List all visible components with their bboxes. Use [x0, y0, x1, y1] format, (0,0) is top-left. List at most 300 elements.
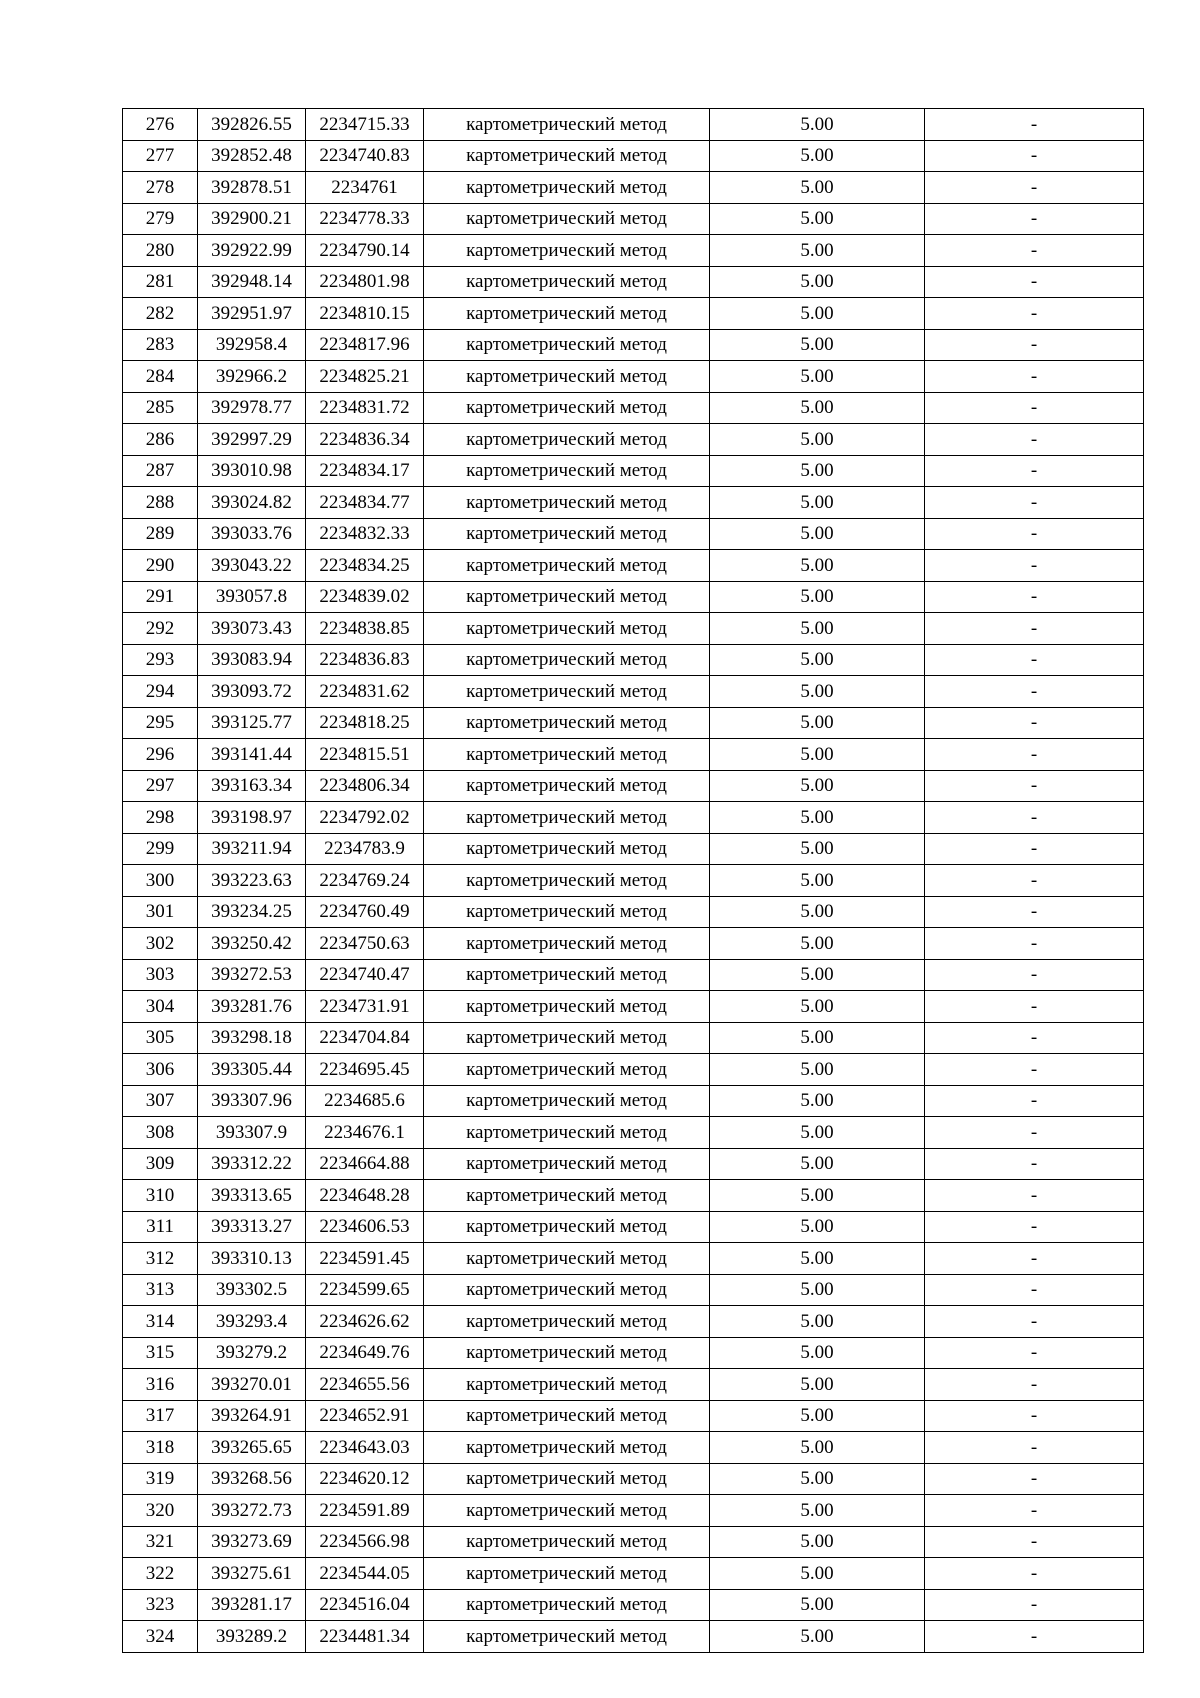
precision-cell: 5.00: [710, 1274, 925, 1306]
point-number-cell: 280: [123, 235, 198, 267]
precision-cell: 5.00: [710, 203, 925, 235]
point-number-cell: 316: [123, 1369, 198, 1401]
x-coordinate-cell: 393310.13: [198, 1243, 306, 1275]
table-row: [123, 1211, 1144, 1243]
y-coordinate-cell: 2234676.1: [306, 1117, 424, 1149]
point-number-cell: 319: [123, 1463, 198, 1495]
table-row: [123, 1558, 1144, 1590]
precision-cell: 5.00: [710, 298, 925, 330]
table-row: [123, 613, 1144, 645]
point-number-cell: 317: [123, 1400, 198, 1432]
description-cell: -: [925, 203, 1144, 235]
y-coordinate-cell: 2234818.25: [306, 707, 424, 739]
precision-cell: 5.00: [710, 266, 925, 298]
precision-cell: 5.00: [710, 928, 925, 960]
y-coordinate-cell: 2234810.15: [306, 298, 424, 330]
precision-cell: 5.00: [710, 833, 925, 865]
y-coordinate-cell: 2234655.56: [306, 1369, 424, 1401]
method-cell: картометрический метод: [424, 235, 710, 267]
description-cell: -: [925, 802, 1144, 834]
point-number-cell: 287: [123, 455, 198, 487]
point-number-cell: 307: [123, 1085, 198, 1117]
table-row: [123, 329, 1144, 361]
method-cell: картометрический метод: [424, 1526, 710, 1558]
description-cell: -: [925, 140, 1144, 172]
x-coordinate-cell: 393163.34: [198, 770, 306, 802]
method-cell: картометрический метод: [424, 1306, 710, 1338]
description-cell: -: [925, 361, 1144, 393]
method-cell: картометрический метод: [424, 1558, 710, 1590]
y-coordinate-cell: 2234731.91: [306, 991, 424, 1023]
point-number-cell: 292: [123, 613, 198, 645]
y-coordinate-cell: 2234599.65: [306, 1274, 424, 1306]
method-cell: картометрический метод: [424, 392, 710, 424]
description-cell: -: [925, 455, 1144, 487]
x-coordinate-cell: 393298.18: [198, 1022, 306, 1054]
y-coordinate-cell: 2234769.24: [306, 865, 424, 897]
precision-cell: 5.00: [710, 707, 925, 739]
method-cell: картометрический метод: [424, 802, 710, 834]
method-cell: картометрический метод: [424, 424, 710, 456]
precision-cell: 5.00: [710, 392, 925, 424]
table-row: [123, 1589, 1144, 1621]
method-cell: картометрический метод: [424, 518, 710, 550]
x-coordinate-cell: 392852.48: [198, 140, 306, 172]
y-coordinate-cell: 2234606.53: [306, 1211, 424, 1243]
table-row: [123, 235, 1144, 267]
point-number-cell: 293: [123, 644, 198, 676]
table-row: [123, 1621, 1144, 1653]
description-cell: -: [925, 1274, 1144, 1306]
method-cell: картометрический метод: [424, 928, 710, 960]
precision-cell: 5.00: [710, 1621, 925, 1653]
y-coordinate-cell: 2234760.49: [306, 896, 424, 928]
x-coordinate-cell: 393234.25: [198, 896, 306, 928]
precision-cell: 5.00: [710, 1180, 925, 1212]
point-number-cell: 324: [123, 1621, 198, 1653]
table-row: [123, 172, 1144, 204]
y-coordinate-cell: 2234832.33: [306, 518, 424, 550]
x-coordinate-cell: 393312.22: [198, 1148, 306, 1180]
point-number-cell: 291: [123, 581, 198, 613]
method-cell: картометрический метод: [424, 1180, 710, 1212]
point-number-cell: 320: [123, 1495, 198, 1527]
description-cell: -: [925, 1054, 1144, 1086]
y-coordinate-cell: 2234544.05: [306, 1558, 424, 1590]
x-coordinate-cell: 392826.55: [198, 109, 306, 141]
method-cell: картометрический метод: [424, 865, 710, 897]
method-cell: картометрический метод: [424, 550, 710, 582]
description-cell: -: [925, 865, 1144, 897]
point-number-cell: 285: [123, 392, 198, 424]
table-row: [123, 1463, 1144, 1495]
method-cell: картометрический метод: [424, 676, 710, 708]
point-number-cell: 299: [123, 833, 198, 865]
description-cell: -: [925, 1211, 1144, 1243]
table-row: [123, 959, 1144, 991]
point-number-cell: 310: [123, 1180, 198, 1212]
point-number-cell: 282: [123, 298, 198, 330]
method-cell: картометрический метод: [424, 1243, 710, 1275]
method-cell: картометрический метод: [424, 1148, 710, 1180]
table-row: [123, 487, 1144, 519]
point-number-cell: 322: [123, 1558, 198, 1590]
table-row: [123, 1022, 1144, 1054]
x-coordinate-cell: 392951.97: [198, 298, 306, 330]
description-cell: -: [925, 1306, 1144, 1338]
precision-cell: 5.00: [710, 1337, 925, 1369]
x-coordinate-cell: 393250.42: [198, 928, 306, 960]
description-cell: -: [925, 959, 1144, 991]
y-coordinate-cell: 2234591.45: [306, 1243, 424, 1275]
description-cell: -: [925, 1085, 1144, 1117]
precision-cell: 5.00: [710, 959, 925, 991]
description-cell: -: [925, 1369, 1144, 1401]
point-number-cell: 297: [123, 770, 198, 802]
point-number-cell: 305: [123, 1022, 198, 1054]
y-coordinate-cell: 2234664.88: [306, 1148, 424, 1180]
method-cell: картометрический метод: [424, 361, 710, 393]
description-cell: -: [925, 613, 1144, 645]
precision-cell: 5.00: [710, 1243, 925, 1275]
precision-cell: 5.00: [710, 1085, 925, 1117]
y-coordinate-cell: 2234783.9: [306, 833, 424, 865]
precision-cell: 5.00: [710, 1463, 925, 1495]
point-number-cell: 290: [123, 550, 198, 582]
description-cell: -: [925, 266, 1144, 298]
point-number-cell: 288: [123, 487, 198, 519]
table-row: [123, 865, 1144, 897]
x-coordinate-cell: 393073.43: [198, 613, 306, 645]
precision-cell: 5.00: [710, 676, 925, 708]
y-coordinate-cell: 2234652.91: [306, 1400, 424, 1432]
method-cell: картометрический метод: [424, 203, 710, 235]
method-cell: картометрический метод: [424, 1369, 710, 1401]
description-cell: -: [925, 928, 1144, 960]
description-cell: -: [925, 707, 1144, 739]
precision-cell: 5.00: [710, 518, 925, 550]
description-cell: -: [925, 581, 1144, 613]
precision-cell: 5.00: [710, 1495, 925, 1527]
method-cell: картометрический метод: [424, 487, 710, 519]
table-row: [123, 1306, 1144, 1338]
y-coordinate-cell: 2234834.77: [306, 487, 424, 519]
y-coordinate-cell: 2234648.28: [306, 1180, 424, 1212]
y-coordinate-cell: 2234834.17: [306, 455, 424, 487]
table-row: [123, 1054, 1144, 1086]
table-row: [123, 550, 1144, 582]
method-cell: картометрический метод: [424, 613, 710, 645]
x-coordinate-cell: 393313.65: [198, 1180, 306, 1212]
point-number-cell: 304: [123, 991, 198, 1023]
point-number-cell: 278: [123, 172, 198, 204]
description-cell: -: [925, 550, 1144, 582]
x-coordinate-cell: 393281.76: [198, 991, 306, 1023]
method-cell: картометрический метод: [424, 644, 710, 676]
y-coordinate-cell: 2234481.34: [306, 1621, 424, 1653]
description-cell: -: [925, 1022, 1144, 1054]
precision-cell: 5.00: [710, 1526, 925, 1558]
x-coordinate-cell: 393083.94: [198, 644, 306, 676]
description-cell: -: [925, 1148, 1144, 1180]
method-cell: картометрический метод: [424, 1117, 710, 1149]
description-cell: -: [925, 1243, 1144, 1275]
point-number-cell: 277: [123, 140, 198, 172]
table-row: [123, 581, 1144, 613]
point-number-cell: 308: [123, 1117, 198, 1149]
table-row: [123, 1526, 1144, 1558]
method-cell: картометрический метод: [424, 266, 710, 298]
x-coordinate-cell: 393293.4: [198, 1306, 306, 1338]
precision-cell: 5.00: [710, 1148, 925, 1180]
y-coordinate-cell: 2234740.83: [306, 140, 424, 172]
y-coordinate-cell: 2234704.84: [306, 1022, 424, 1054]
precision-cell: 5.00: [710, 1589, 925, 1621]
x-coordinate-cell: 393307.96: [198, 1085, 306, 1117]
x-coordinate-cell: 392900.21: [198, 203, 306, 235]
precision-cell: 5.00: [710, 991, 925, 1023]
point-number-cell: 294: [123, 676, 198, 708]
precision-cell: 5.00: [710, 329, 925, 361]
precision-cell: 5.00: [710, 1369, 925, 1401]
table-row: [123, 140, 1144, 172]
y-coordinate-cell: 2234695.45: [306, 1054, 424, 1086]
table-row: [123, 424, 1144, 456]
point-number-cell: 315: [123, 1337, 198, 1369]
coordinates-table: [122, 108, 1144, 1653]
x-coordinate-cell: 393307.9: [198, 1117, 306, 1149]
x-coordinate-cell: 393272.73: [198, 1495, 306, 1527]
description-cell: -: [925, 991, 1144, 1023]
table-row: [123, 266, 1144, 298]
x-coordinate-cell: 393198.97: [198, 802, 306, 834]
precision-cell: 5.00: [710, 802, 925, 834]
y-coordinate-cell: 2234839.02: [306, 581, 424, 613]
table-row: [123, 1432, 1144, 1464]
method-cell: картометрический метод: [424, 896, 710, 928]
y-coordinate-cell: 2234831.62: [306, 676, 424, 708]
y-coordinate-cell: 2234620.12: [306, 1463, 424, 1495]
precision-cell: 5.00: [710, 109, 925, 141]
description-cell: -: [925, 235, 1144, 267]
description-cell: -: [925, 1117, 1144, 1149]
precision-cell: 5.00: [710, 1211, 925, 1243]
method-cell: картометрический метод: [424, 455, 710, 487]
method-cell: картометрический метод: [424, 739, 710, 771]
method-cell: картометрический метод: [424, 329, 710, 361]
y-coordinate-cell: 2234715.33: [306, 109, 424, 141]
y-coordinate-cell: 2234566.98: [306, 1526, 424, 1558]
table-row: [123, 1337, 1144, 1369]
method-cell: картометрический метод: [424, 991, 710, 1023]
table-row: [123, 928, 1144, 960]
method-cell: картометрический метод: [424, 707, 710, 739]
description-cell: -: [925, 392, 1144, 424]
description-cell: -: [925, 1463, 1144, 1495]
table-row: [123, 1085, 1144, 1117]
method-cell: картометрический метод: [424, 1337, 710, 1369]
description-cell: -: [925, 1400, 1144, 1432]
method-cell: картометрический метод: [424, 140, 710, 172]
y-coordinate-cell: 2234838.85: [306, 613, 424, 645]
description-cell: -: [925, 1180, 1144, 1212]
x-coordinate-cell: 393281.17: [198, 1589, 306, 1621]
method-cell: картометрический метод: [424, 1621, 710, 1653]
method-cell: картометрический метод: [424, 959, 710, 991]
x-coordinate-cell: 393265.65: [198, 1432, 306, 1464]
description-cell: -: [925, 1495, 1144, 1527]
precision-cell: 5.00: [710, 1022, 925, 1054]
y-coordinate-cell: 2234806.34: [306, 770, 424, 802]
table-row: [123, 739, 1144, 771]
x-coordinate-cell: 393057.8: [198, 581, 306, 613]
description-cell: -: [925, 676, 1144, 708]
x-coordinate-cell: 393024.82: [198, 487, 306, 519]
y-coordinate-cell: 2234834.25: [306, 550, 424, 582]
y-coordinate-cell: 2234761: [306, 172, 424, 204]
table-row: [123, 518, 1144, 550]
point-number-cell: 303: [123, 959, 198, 991]
x-coordinate-cell: 393275.61: [198, 1558, 306, 1590]
point-number-cell: 283: [123, 329, 198, 361]
table-row: [123, 361, 1144, 393]
precision-cell: 5.00: [710, 770, 925, 802]
point-number-cell: 298: [123, 802, 198, 834]
table-row: [123, 1369, 1144, 1401]
point-number-cell: 284: [123, 361, 198, 393]
table-row: [123, 1243, 1144, 1275]
precision-cell: 5.00: [710, 172, 925, 204]
x-coordinate-cell: 392978.77: [198, 392, 306, 424]
table-row: [123, 991, 1144, 1023]
x-coordinate-cell: 393010.98: [198, 455, 306, 487]
method-cell: картометрический метод: [424, 581, 710, 613]
point-number-cell: 295: [123, 707, 198, 739]
precision-cell: 5.00: [710, 865, 925, 897]
y-coordinate-cell: 2234649.76: [306, 1337, 424, 1369]
method-cell: картометрический метод: [424, 1432, 710, 1464]
y-coordinate-cell: 2234626.62: [306, 1306, 424, 1338]
method-cell: картометрический метод: [424, 109, 710, 141]
description-cell: -: [925, 1337, 1144, 1369]
point-number-cell: 318: [123, 1432, 198, 1464]
point-number-cell: 311: [123, 1211, 198, 1243]
precision-cell: 5.00: [710, 1117, 925, 1149]
x-coordinate-cell: 393223.63: [198, 865, 306, 897]
description-cell: -: [925, 424, 1144, 456]
coordinates-table-body: [123, 109, 1144, 1653]
y-coordinate-cell: 2234801.98: [306, 266, 424, 298]
y-coordinate-cell: 2234643.03: [306, 1432, 424, 1464]
point-number-cell: 276: [123, 109, 198, 141]
method-cell: картометрический метод: [424, 1085, 710, 1117]
description-cell: -: [925, 172, 1144, 204]
y-coordinate-cell: 2234836.34: [306, 424, 424, 456]
method-cell: картометрический метод: [424, 1400, 710, 1432]
table-row: [123, 1117, 1144, 1149]
precision-cell: 5.00: [710, 896, 925, 928]
x-coordinate-cell: 392997.29: [198, 424, 306, 456]
x-coordinate-cell: 393289.2: [198, 1621, 306, 1653]
y-coordinate-cell: 2234831.72: [306, 392, 424, 424]
description-cell: -: [925, 298, 1144, 330]
table-row: [123, 1400, 1144, 1432]
description-cell: -: [925, 518, 1144, 550]
point-number-cell: 301: [123, 896, 198, 928]
table-row: [123, 1274, 1144, 1306]
table-row: [123, 203, 1144, 235]
y-coordinate-cell: 2234790.14: [306, 235, 424, 267]
precision-cell: 5.00: [710, 1558, 925, 1590]
precision-cell: 5.00: [710, 487, 925, 519]
x-coordinate-cell: 393264.91: [198, 1400, 306, 1432]
description-cell: -: [925, 109, 1144, 141]
x-coordinate-cell: 392878.51: [198, 172, 306, 204]
x-coordinate-cell: 393272.53: [198, 959, 306, 991]
x-coordinate-cell: 393273.69: [198, 1526, 306, 1558]
description-cell: -: [925, 1558, 1144, 1590]
x-coordinate-cell: 392922.99: [198, 235, 306, 267]
y-coordinate-cell: 2234750.63: [306, 928, 424, 960]
description-cell: -: [925, 1621, 1144, 1653]
point-number-cell: 289: [123, 518, 198, 550]
method-cell: картометрический метод: [424, 298, 710, 330]
description-cell: -: [925, 1526, 1144, 1558]
precision-cell: 5.00: [710, 613, 925, 645]
x-coordinate-cell: 393033.76: [198, 518, 306, 550]
x-coordinate-cell: 392958.4: [198, 329, 306, 361]
x-coordinate-cell: 393211.94: [198, 833, 306, 865]
y-coordinate-cell: 2234817.96: [306, 329, 424, 361]
point-number-cell: 323: [123, 1589, 198, 1621]
y-coordinate-cell: 2234778.33: [306, 203, 424, 235]
table-row: [123, 770, 1144, 802]
description-cell: -: [925, 739, 1144, 771]
description-cell: -: [925, 644, 1144, 676]
x-coordinate-cell: 393313.27: [198, 1211, 306, 1243]
precision-cell: 5.00: [710, 455, 925, 487]
x-coordinate-cell: 392948.14: [198, 266, 306, 298]
description-cell: -: [925, 770, 1144, 802]
y-coordinate-cell: 2234591.89: [306, 1495, 424, 1527]
x-coordinate-cell: 393302.5: [198, 1274, 306, 1306]
y-coordinate-cell: 2234836.83: [306, 644, 424, 676]
table-row: [123, 802, 1144, 834]
method-cell: картометрический метод: [424, 1589, 710, 1621]
description-cell: -: [925, 1432, 1144, 1464]
description-cell: -: [925, 896, 1144, 928]
precision-cell: 5.00: [710, 235, 925, 267]
table-row: [123, 707, 1144, 739]
precision-cell: 5.00: [710, 140, 925, 172]
method-cell: картометрический метод: [424, 1022, 710, 1054]
point-number-cell: 321: [123, 1526, 198, 1558]
x-coordinate-cell: 393279.2: [198, 1337, 306, 1369]
table-row: [123, 109, 1144, 141]
precision-cell: 5.00: [710, 1400, 925, 1432]
point-number-cell: 313: [123, 1274, 198, 1306]
y-coordinate-cell: 2234825.21: [306, 361, 424, 393]
table-row: [123, 676, 1144, 708]
x-coordinate-cell: 393093.72: [198, 676, 306, 708]
x-coordinate-cell: 393043.22: [198, 550, 306, 582]
method-cell: картометрический метод: [424, 1211, 710, 1243]
precision-cell: 5.00: [710, 1432, 925, 1464]
precision-cell: 5.00: [710, 1306, 925, 1338]
table-row: [123, 1180, 1144, 1212]
method-cell: картометрический метод: [424, 172, 710, 204]
table-row: [123, 1148, 1144, 1180]
